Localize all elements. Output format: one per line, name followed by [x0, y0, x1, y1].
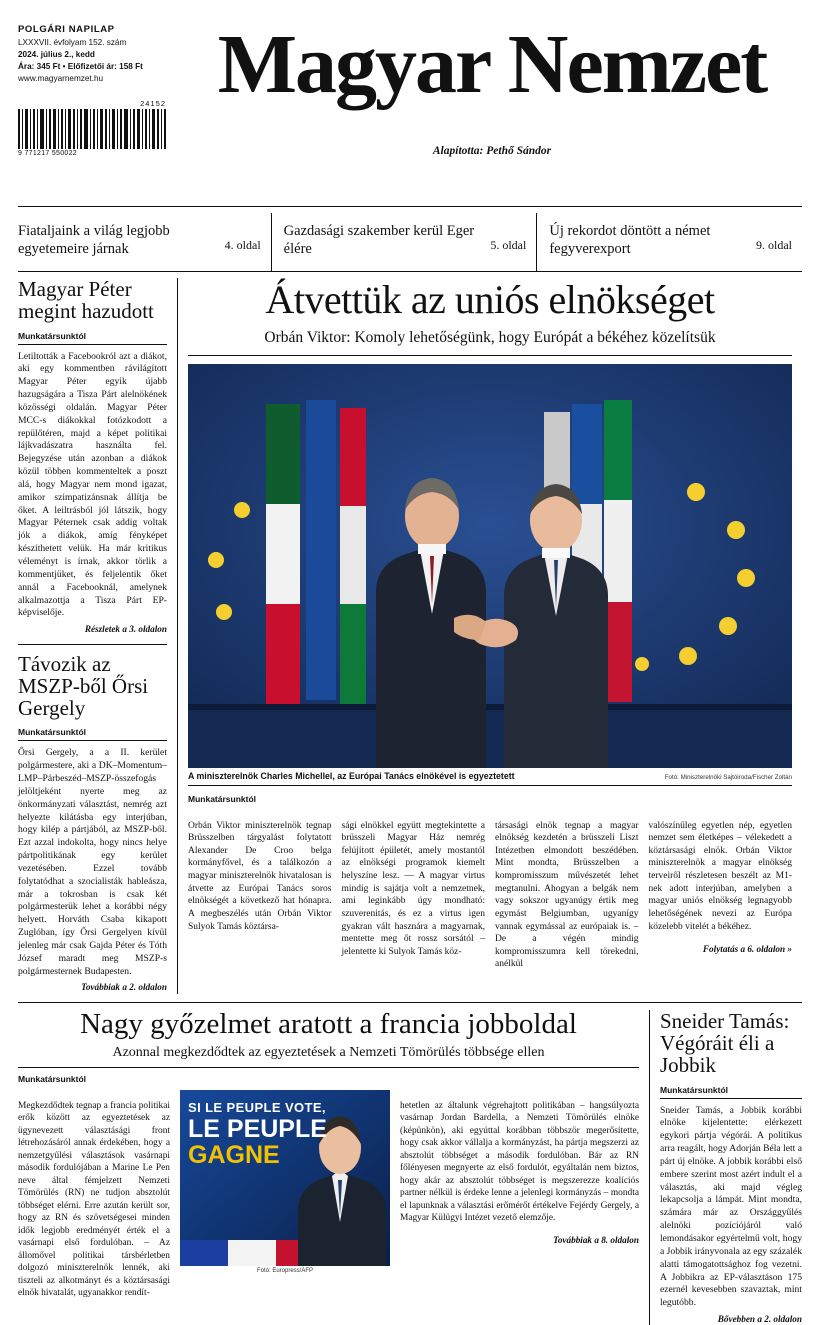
photo-caption: A miniszterelnök Charles Michellel, az Európai Tanács elnökével is egyeztetett [188, 771, 515, 781]
bottom-photo-block [180, 1090, 390, 1309]
bottom-byline: Munkatársunktól [18, 1074, 87, 1085]
side-byline: Munkatársunktól [660, 1085, 802, 1099]
article-body [18, 747, 167, 994]
bottom-continue-link[interactable]: Továbbiak a 8. oldalon [553, 1235, 639, 1246]
lead-story-column [178, 278, 802, 994]
bottom-side-story[interactable] [650, 1010, 802, 1325]
lead-continue-link[interactable]: Folytatás a 6. oldalon » [702, 943, 792, 954]
lead-paragraph: Orbán Viktor miniszterelnök tegnap Brüsszelben tárgyalást folytatott Alexander De Croo belga kormányfővel, és a találkozón a magyar miniszterelnök hivatalosan is átvette az Európai Tanács soros elnökségét a következő hat hónapra. A megbeszélés után Orbán Viktor Sulyok Tamás köztársa- [188, 820, 332, 932]
poster-line-2: LE PEUPLE [188, 1115, 327, 1144]
photo-credit: Fotó: Miniszterelnöki Sajtóiroda/Fischer Zoltán [664, 774, 792, 781]
bottom-paragraph: Megkezdődtek tegnap a francia politikai erők között az egyeztetések az ügynevezett választásági front létrehozásáról annak érdekében, hogy a nemzetgyűlési választások vasárnapi második fordulójában a Marine Le Pen neve által fémjelzett Nemzeti Tömörülés (RN) ne tudjon absztolút többséget elérni. Erre azután került sor, hogy az RN és szövetségesei minden idők legjobb eredményét érték el a vasárnapi első fordulóban. – Az állomővel politikai társbérletben dolgozó miniszterelnök lennék, aki tiszteli az alkotmányt és a köztársasági elnök hivatalát, ugyanakkor rendít- [18, 1100, 170, 1299]
poster-text-block [188, 1100, 327, 1168]
teaser-item[interactable] [271, 213, 537, 271]
website-line: www.magyarnemzet.hu [18, 73, 104, 83]
teaser-headline: Gazdasági szakember kerül Eger élére [283, 223, 475, 258]
barcode-icon [18, 109, 166, 149]
date-line: 2024. július 2., kedd [18, 49, 95, 59]
lead-subheadline: Orbán Viktor: Komoly lehetőségünk, hogy Európát a békéhez közelítsük [188, 329, 792, 356]
masthead-divider [18, 206, 802, 207]
article-byline: Munkatársunktól [18, 727, 167, 741]
teaser-bar [18, 213, 802, 271]
bottom-paragraph: hetetlen az általunk végrehajtott politikában – hangsúlyozta vasárnap Jordan Bardella, a Nemzeti Tömörülés elnöke (képünkön), aki egyúttal korábban többször megerősítette, hogy csak akkor vállalja a kormányzást, ha pártja megszerzi az absztolút többséget a második fordulóban. Bár az RN főlényesen megnyerte az első fordulót, egyáltalán nem biztos, hogy akár az absztolút többséget is megszerezze koalíciós partner nélkül is érdeke lenne a jelenlegi kormányzás – mondta el lapunknak a választási erőmérőt értékelve Fejérdy Gergely, a Magyar Külügyi Intézet vezető elemzője. [400, 1100, 639, 1224]
masthead-logo-area [178, 14, 802, 157]
newspaper-logo: Magyar Nemzet [217, 18, 767, 111]
teaser-page-ref: 5. oldal [490, 238, 527, 252]
article-paragraph: Őrsi Gergely, a a II. kerület polgármestere, aki a DK–Momentum–LMP–Párbeszéd–MSZP-összefogás jelöltjeként nyerte meg az önkormányzati választást, nemrég azt helyezte kilátásba egy interjúban, hogy kilép a pártjából, az MSZP-ből. Ezt azzal indokolta, hogy nincs helye pártpolitikának egy kerület vezetésében. Ezzel tovább folytatódhat a szocialisták hableásza, már a tokrosban is csak két polgármesterük lehet a korábbi négy helyett. Horváth Csaba kikapott Zuglóban, így Őrsi Gergelyen kívül jelenleg már csak Gajda Péter és Tóth József maradt meg MSZP-s polgármesternek Budapesten. [18, 747, 167, 977]
lead-body-column [495, 810, 639, 981]
poster-line-1: SI LE PEUPLE VOTE, [188, 1100, 326, 1116]
bottom-headline: Nagy győzelmet aratott a francia jobboldal [80, 1007, 577, 1040]
lead-photo [188, 364, 792, 768]
left-sidebar-column [18, 278, 178, 994]
article-end-note[interactable]: Részletek a 3. oldalon [84, 624, 167, 635]
teaser-page-ref: 4. oldal [224, 238, 261, 252]
teaser-headline: Fiataljaink a világ legjobb egyetemeire járnak [18, 223, 170, 258]
bottom-section [18, 1002, 802, 1325]
bottom-body-column [18, 1090, 170, 1309]
lead-body-column [649, 810, 793, 981]
teaser-item[interactable] [536, 213, 802, 271]
article-end-note[interactable]: Továbbiak a 2. oldalon [81, 982, 167, 993]
lead-body-column [342, 810, 486, 981]
lead-paragraph: sági elnökkel együtt megtekintette a brüsszeli Magyar Ház nemrég felújított épületét, amely mostantól az elnökségi programok kiemelt helyszíne lesz. — A magyar virtus mindig is sajátja volt a nemzetnek, ami leginkább úgy mondható: szuverenitás, és ez a virtus igen gyakran vált hasznára a magyarnak, mentette meg őt rossz sorsától – jelentette ki Sulyok Tamás köz- [341, 820, 485, 957]
price-line: Ára: 345 Ft • Előfizetői ár: 158 Ft [18, 61, 143, 71]
lead-body-column [188, 810, 332, 981]
masthead-issue-details [18, 37, 178, 85]
barcode-number: 9 771217 550022 [18, 149, 77, 157]
bottom-photo-credit: Fotó: Europress/AFP [256, 1268, 314, 1275]
lead-photo-caption-row [188, 768, 792, 786]
poster-line-3: GAGNE [188, 1140, 280, 1169]
article-headline: Magyar Péter megint hazudott [18, 277, 154, 324]
founder-line: Alapította: Pethő Sándor [432, 145, 552, 158]
lead-paragraph: társasági elnök tegnap a magyar elnökség kezdetén a brüsszeli Liszt Intézetben elmondott beszédében. Mint mondta, Brüsszelben a kompromisszum művészetét lehet megtanulni. Ahogyan a belgák nem vagy sokszor ugyanúgy értik meg egymást Belgiumban, ugyanígy vannak egymással az európaiak is. – De a végén mindig kompromisszumra kell törekedni, anélkül [495, 820, 639, 970]
lead-paragraph: valószínűleg egyetlen nép, egyetlen nemzet sem életképes – vélekedett a köztársasági elnök. Orbán Viktor miniszterelnök a magyar elnökség terveiről részletesen beszélt az M1-nek adott interjúban, amelyben a magyar uniós elnökség legnagyobb lehetőségének nevezi az Európa közelebb vitelét a békéhez. [648, 820, 792, 932]
barcode-issue-code: 24152 [140, 98, 166, 108]
left-column-divider [18, 644, 167, 645]
bottom-photo [180, 1090, 390, 1266]
lead-headline: Átvettük az uniós elnökséget [265, 277, 715, 322]
masthead-kicker: POLGÁRI NAPILAP [18, 24, 115, 35]
bottom-subheadline: Azonnal megkezdődtek az egyeztetések a Nemzeti Tömörülés többsége ellen [18, 1045, 639, 1068]
bottom-main-story [18, 1007, 650, 1325]
volume-line: LXXXVII. évfolyam 152. szám [18, 38, 127, 47]
side-body [660, 1105, 802, 1325]
left-article-2[interactable] [18, 653, 167, 994]
barcode-block [18, 99, 178, 157]
article-headline: Távozik az MSZP-ből Őrsi Gergely [18, 651, 149, 721]
article-byline: Munkatársunktól [18, 331, 167, 345]
teaser-headline: Új rekordot döntött a német fegyverexport [549, 223, 711, 258]
masthead [18, 14, 802, 206]
lead-body-columns [188, 810, 792, 981]
teaser-item[interactable] [18, 213, 271, 271]
teaser-page-ref: 9. oldal [756, 238, 793, 252]
article-paragraph: Letiltották a Facebookról azt a diákot, aki egy kommentben rávilágított Magyar Péter egyik újabb hazugságára a Tisza Párt alelnökének közösségi oldalán. Magyar Péter MCC-s diákokkal fotózkodott a repülőtéren, majd a képet politikai lájkvadászatra használta fel. Bejegyzése után azonban a diákok közül többen kommenteltek a poszt alá, hogy Magyar nem mond igazat, amikor szimpatizánsnak állítja be őket. A leiltrásból jól látszik, hogy Magyar Péternek csak addig voltak jók a diákok, amíg fényképet készíthetett velük. Ha már kritikus véleményt is írnak, akkor törlik a kommentjüket, és feljelentik őket annál a Facebooknál, amelynek alkalmazottja a Tisza Párt EP-képviselője. [18, 350, 167, 619]
article-body [18, 351, 167, 636]
masthead-info [18, 14, 178, 157]
bottom-body-column [400, 1090, 639, 1309]
bottom-body-grid [18, 1090, 639, 1309]
lead-byline: Munkatársunktól [188, 794, 257, 804]
main-content [18, 278, 802, 994]
side-continue-link[interactable]: Bővebben a 2. oldalon [717, 1314, 802, 1325]
side-headline: Sneider Tamás: Végóráit éli a Jobbik [660, 1008, 790, 1078]
left-article-1[interactable] [18, 278, 167, 636]
teaser-divider [18, 271, 802, 272]
side-paragraph: Sneider Tamás, a Jobbik korábbi elnöke kijelentette: elérkezett egykori pártja végórái. A politikus arra reagált, hogy Adorján Béla lett a párt új elnöke. A jobbik korábbi első embere szerint most azért indult el a választás, aki majd végleg lekapcsolja a lámpát. Mint mondta, számára már az Országgyűlés alelnöki pozíciójáról való lemondásakor egyértelmű volt, hogy a Jobbik irányvonala az egy százalék alatti támogatottsághoz fog vezetni. A Jobbikra az EP-választáson 175 ezernél kevesebben szavaztak, mint legutóbb. [660, 1104, 802, 1309]
